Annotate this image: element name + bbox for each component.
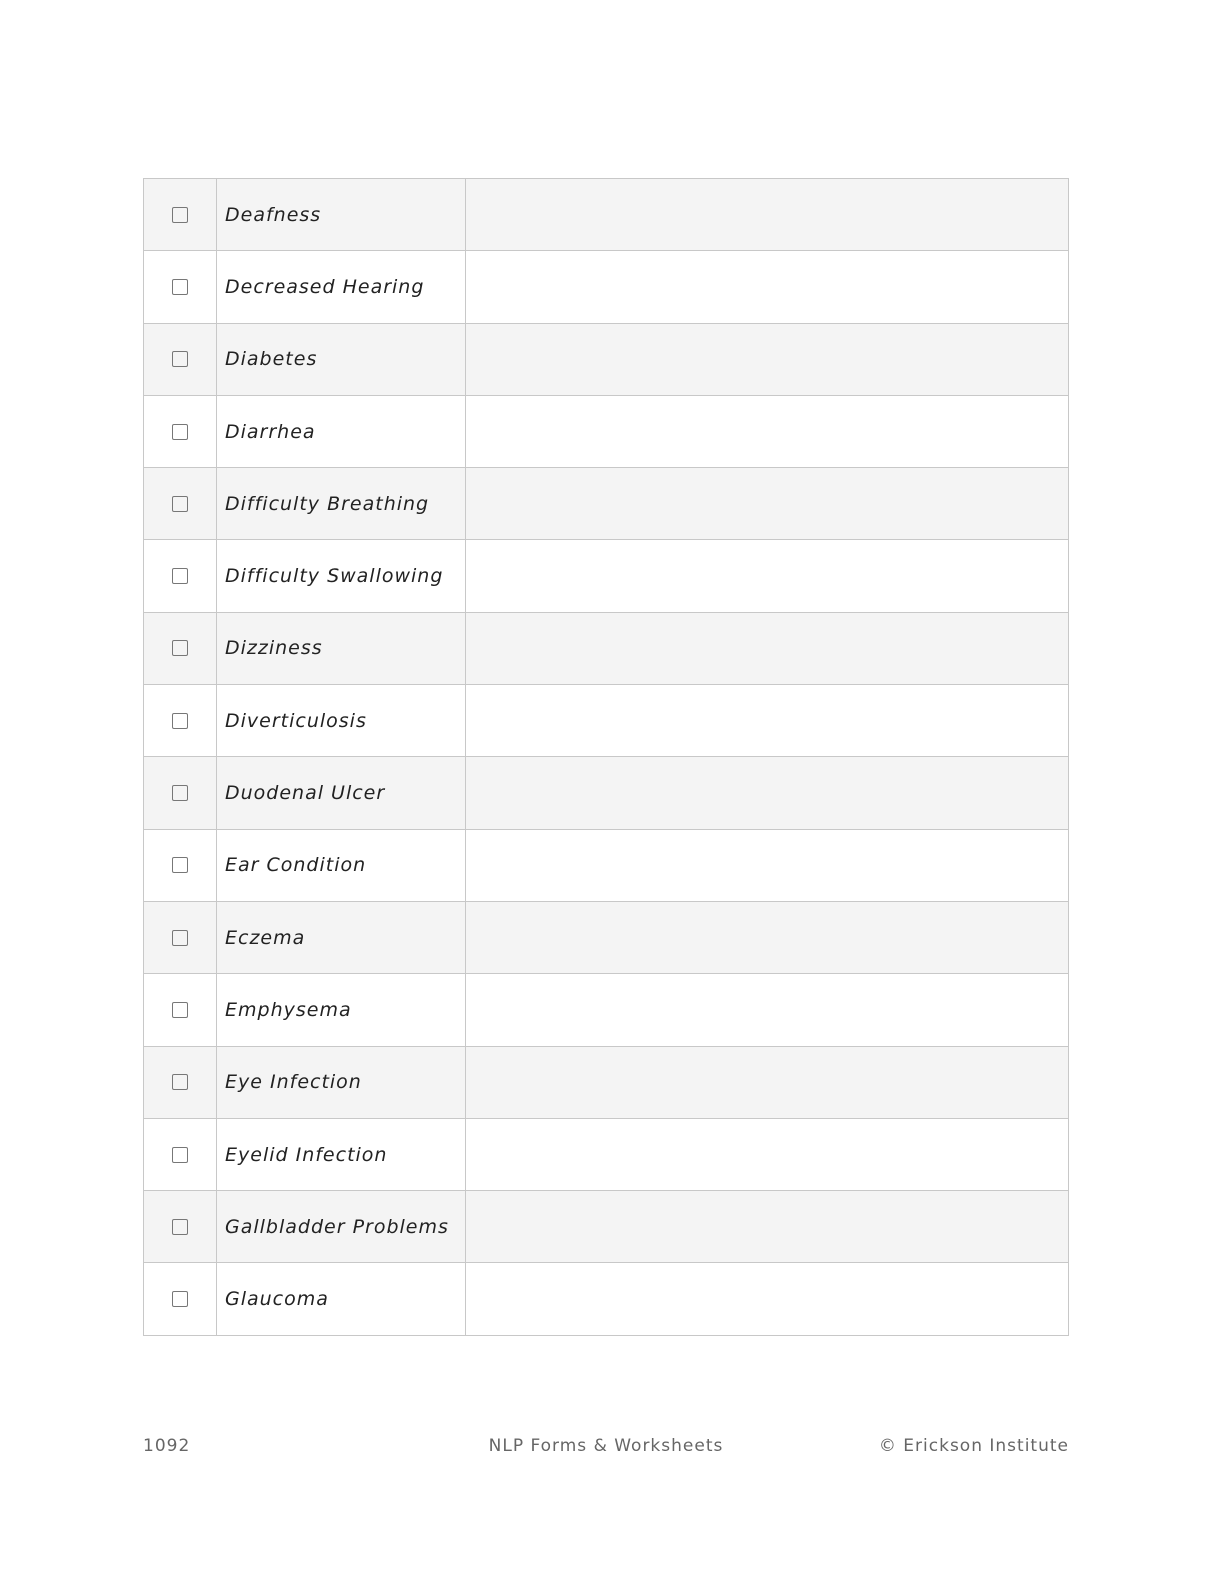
page-footer [143, 1436, 1069, 1460]
table-row [144, 685, 1068, 757]
checkbox-dizziness[interactable] [172, 640, 188, 656]
notes-field[interactable] [466, 613, 1068, 684]
checkbox-emphysema[interactable] [172, 1002, 188, 1018]
table-row [144, 1191, 1068, 1263]
notes-field[interactable] [466, 1263, 1068, 1334]
notes-field[interactable] [466, 902, 1068, 973]
notes-field[interactable] [466, 830, 1068, 901]
notes-field[interactable] [466, 468, 1068, 539]
condition-label: Diabetes [217, 324, 466, 395]
notes-field[interactable] [466, 1047, 1068, 1118]
condition-label: Difficulty Breathing [217, 468, 466, 539]
condition-label: Eye Infection [217, 1047, 466, 1118]
condition-label: Ear Condition [217, 830, 466, 901]
condition-label: Gallbladder Problems [217, 1191, 466, 1262]
condition-label: Diarrhea [217, 396, 466, 467]
checkbox-deafness[interactable] [172, 207, 188, 223]
checkbox-decreased-hearing[interactable] [172, 279, 188, 295]
checkbox-gallbladder-problems[interactable] [172, 1219, 188, 1235]
table-row [144, 830, 1068, 902]
condition-label: Eczema [217, 902, 466, 973]
checkbox-glaucoma[interactable] [172, 1291, 188, 1307]
notes-field[interactable] [466, 974, 1068, 1045]
notes-field[interactable] [466, 396, 1068, 467]
notes-field[interactable] [466, 251, 1068, 322]
checkbox-duodenal-ulcer[interactable] [172, 785, 188, 801]
condition-label: Dizziness [217, 613, 466, 684]
notes-field[interactable] [466, 1191, 1068, 1262]
condition-label: Deafness [217, 179, 466, 250]
condition-label: Duodenal Ulcer [217, 757, 466, 828]
table-row [144, 251, 1068, 323]
condition-label: Diverticulosis [217, 685, 466, 756]
table-row [144, 1263, 1068, 1335]
table-row [144, 1119, 1068, 1191]
copyright-notice: © Erickson Institute [878, 1436, 1069, 1456]
table-row [144, 757, 1068, 829]
checkbox-diverticulosis[interactable] [172, 713, 188, 729]
checkbox-eczema[interactable] [172, 930, 188, 946]
checkbox-diabetes[interactable] [172, 351, 188, 367]
table-row [144, 613, 1068, 685]
notes-field[interactable] [466, 179, 1068, 250]
notes-field[interactable] [466, 1119, 1068, 1190]
table-row [144, 396, 1068, 468]
notes-field[interactable] [466, 757, 1068, 828]
condition-label: Glaucoma [217, 1263, 466, 1334]
document-title: NLP Forms & Worksheets [488, 1436, 724, 1456]
table-row [144, 324, 1068, 396]
condition-label: Eyelid Infection [217, 1119, 466, 1190]
notes-field[interactable] [466, 540, 1068, 611]
table-row [144, 179, 1068, 251]
notes-field[interactable] [466, 685, 1068, 756]
table-row [144, 468, 1068, 540]
checkbox-diarrhea[interactable] [172, 424, 188, 440]
notes-field[interactable] [466, 324, 1068, 395]
table-row [144, 974, 1068, 1046]
condition-label: Difficulty Swallowing [217, 540, 466, 611]
table-row [144, 1047, 1068, 1119]
condition-label: Decreased Hearing [217, 251, 466, 322]
checkbox-eyelid-infection[interactable] [172, 1147, 188, 1163]
table-row [144, 902, 1068, 974]
checkbox-difficulty-swallowing[interactable] [172, 568, 188, 584]
condition-label: Emphysema [217, 974, 466, 1045]
page-number: 1092 [143, 1436, 191, 1456]
checkbox-difficulty-breathing[interactable] [172, 496, 188, 512]
checkbox-ear-condition[interactable] [172, 857, 188, 873]
table-row [144, 540, 1068, 612]
conditions-table [143, 178, 1069, 1336]
checkbox-eye-infection[interactable] [172, 1074, 188, 1090]
